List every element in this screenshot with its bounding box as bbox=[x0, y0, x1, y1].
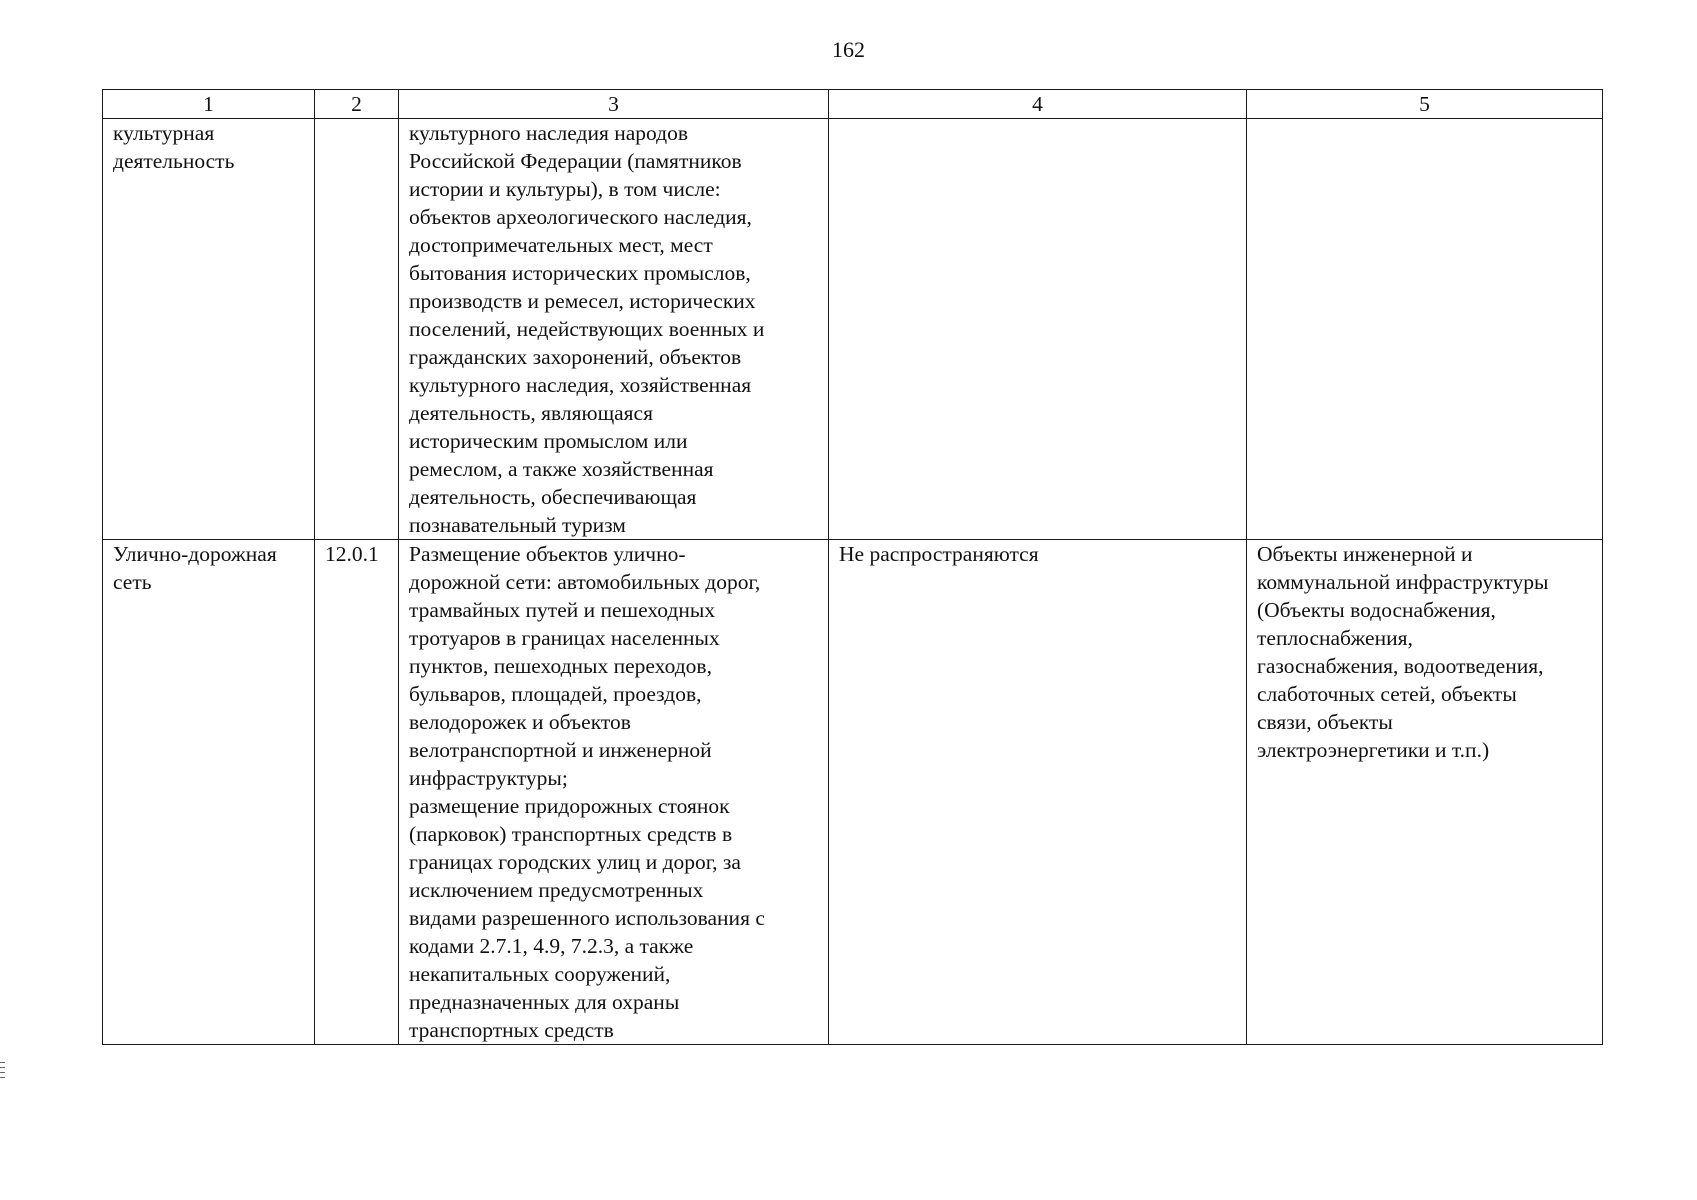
use-type-name: культурная деятельность bbox=[103, 119, 315, 540]
page-number: 162 bbox=[832, 37, 865, 62]
permitted-objects-cell bbox=[1247, 119, 1603, 540]
table-row bbox=[103, 540, 1603, 1045]
column-header-2: 2 bbox=[315, 90, 399, 119]
permitted-objects-cell: Объекты инженерной и коммунальной инфраструктуры (Объекты водоснабжения, теплоснабжения, газоснабжения, водоотведения, слаботочных сетей, объекты связи, объекты электроэнергетики и т.п.) bbox=[1247, 540, 1603, 1045]
use-type-name: Улично-дорожная сеть bbox=[103, 540, 315, 1045]
restrictions-cell bbox=[829, 119, 1247, 540]
use-type-code: 12.0.1 bbox=[315, 540, 399, 1045]
restrictions-cell: Не распространяются bbox=[829, 540, 1247, 1045]
use-type-description: Размещение объектов улично- дорожной сети: автомобильных дорог, трамвайных путей и пешеходных тротуаров в границах населенных пунктов, пешеходных переходов, бульваров, площадей, проездов, велодорожек и объектов велотранспортной и инженерной инфраструктуры; размещение придорожных стоянок (парковок) транспортных средств в границах городских улиц и дорог, за исключением предусмотренных видами разрешенного использования с кодами 2.7.1, 4.9, 7.2.3, а также некапитальных сооружений, предназначенных для охраны транспортных средств bbox=[399, 540, 829, 1045]
use-type-description: культурного наследия народов Российской Федерации (памятников истории и культуры), в том числе: объектов археологического наследия, достопримечательных мест, мест бытования исторических промыслов, производств и ремесел, исторических поселений, недействующих военных и гражданских захоронений, объектов культурного наследия, хозяйственная деятельность, являющаяся историческим промыслом или ремеслом, а также хозяйственная деятельность, обеспечивающая познавательный туризм bbox=[399, 119, 829, 540]
table-row bbox=[103, 119, 1603, 540]
column-header-1: 1 bbox=[103, 90, 315, 119]
column-header-4: 4 bbox=[829, 90, 1247, 119]
use-type-code bbox=[315, 119, 399, 540]
land-use-table bbox=[102, 89, 1603, 1045]
header-row bbox=[103, 90, 1603, 119]
column-header-3: 3 bbox=[399, 90, 829, 119]
scan-edge-mark bbox=[0, 1062, 5, 1092]
column-header-5: 5 bbox=[1247, 90, 1603, 119]
